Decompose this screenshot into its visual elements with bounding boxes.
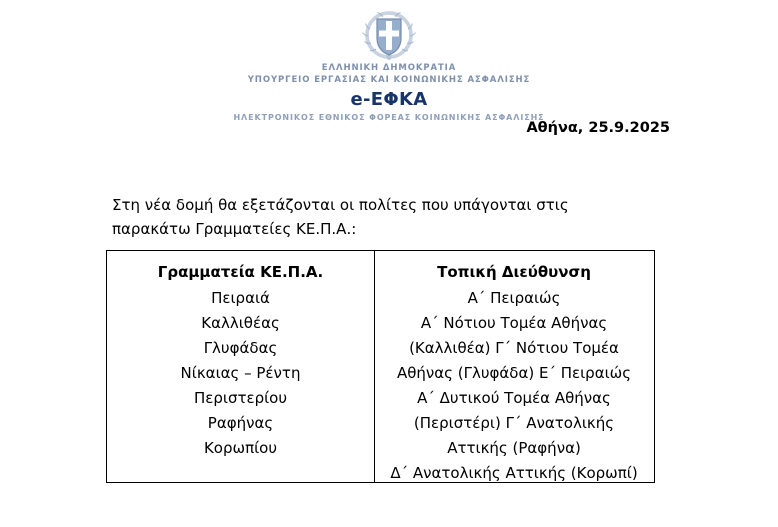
letterhead-republic-line: ΕΛΛΗΝΙΚΗ ΔΗΜΟΚΡΑΤΙΑ: [321, 63, 457, 73]
table-row: Αττικής (Ραφήνα): [447, 439, 581, 457]
table-row: Α΄ Πειραιώς: [467, 289, 561, 307]
table-row: Γλυφάδας: [203, 339, 278, 357]
table-row: (Καλλιθέα) Γ΄ Νότιου Τομέα: [409, 339, 619, 357]
table-row: Α΄ Νότιου Τομέα Αθήνας: [420, 314, 608, 332]
table-row: Καλλιθέας: [201, 314, 280, 332]
kepa-table: [106, 250, 655, 483]
greek-coat-of-arms-icon: [358, 10, 420, 60]
secretariat-rows: [107, 286, 374, 461]
table-row: Ραφήνας: [207, 414, 274, 432]
letterhead-ministry-line: ΥΠΟΥΡΓΕΙΟ ΕΡΓΑΣΙΑΣ ΚΑΙ ΚΟΙΝΩΝΙΚΗΣ ΑΣΦΑΛΙΣΗΣ: [247, 75, 531, 85]
table-row: Νίκαιας – Ρέντη: [180, 364, 301, 382]
intro-paragraph: Στη νέα δομή θα εξετάζονται οι πολίτες που υπάγονται στις παρακάτω Γραμματείες ΚΕ.Π.Α.:: [112, 196, 569, 238]
column-header-local-directorate: Τοπική Διεύθυνση: [437, 263, 591, 281]
table-row: Πειραιά: [211, 289, 270, 307]
table-row: Α΄ Δυτικού Τομέα Αθήνας: [417, 389, 611, 407]
table-row: Αθήνας (Γλυφάδα) Ε΄ Πειραιώς: [396, 364, 632, 382]
column-header-secretariat: Γραμματεία ΚΕ.Π.Α.: [157, 263, 324, 281]
letterhead: [0, 10, 778, 122]
letterhead-brand: e-ΕΦΚΑ: [350, 89, 428, 110]
table-row: (Περιστέρι) Γ΄ Ανατολικής: [413, 414, 615, 432]
local-directorate-rows: [375, 286, 653, 486]
table-row: Δ΄ Ανατολικής Αττικής (Κορωπί): [390, 464, 638, 482]
table-column-local-directorate: [375, 251, 653, 482]
table-row: Περιστερίου: [193, 389, 288, 407]
table-row: Κορωπίου: [203, 439, 278, 457]
letterhead-organization-line: ΗΛΕΚΤΡΟΝΙΚΟΣ ΕΘΝΙΚΟΣ ΦΟΡΕΑΣ ΚΟΙΝΩΝΙΚΗΣ ΑΣΦΑΛΙΣΗΣ: [233, 113, 545, 122]
table-column-secretariat: [107, 251, 375, 482]
document-date: Αθήνα, 25.9.2025: [526, 120, 670, 136]
